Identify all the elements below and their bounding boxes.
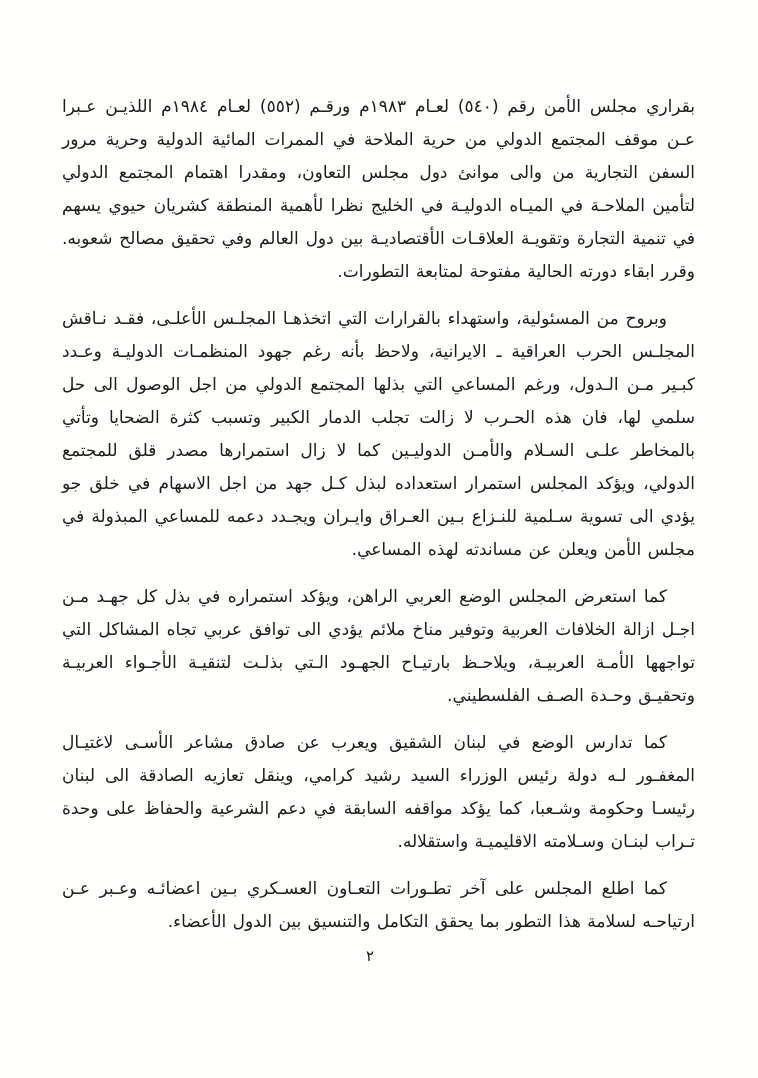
page-number: ٢ [365,947,375,965]
paragraph-lebanon: كما تدارس الوضع في لبنان الشقيق ويعرب عن صادق مشاعر الأسـى لاغتيـال المغفـور لـه دولة رئيس الوزراء السيد رشيد كرامي، وينقل تعازيه الصادقة الى لبنان رئيسـا وحكومة وشـعبا، كما يؤكد مواقفه السابقة في دعم الشرعية والحفاظ على وحدة تـراب لبنـان وسـلامته الاقليميـة واستقلاله. [62,733,695,852]
paragraph-arab-situation: كما استعرض المجلس الوضع العربي الراهن، ويؤكد استمراره في بذل كل جهـد مـن اجـل ازالة الخلافات العربية وتوفير مناخ ملائم يؤدي الى توافق عربي تجاه المشاكل التي تواجهها الأمـة العربيـة، ويلاحـظ بارتيـاح الجهـود الـتي بذلـت لتنقيـة الأجـواء العربيـة وتحقيـق وحـدة الصـف الفلسطيني. [62,587,695,706]
paragraph-iraq-iran-war: وبروح من المسئولية، واستهداء بالقرارات التي اتخذهـا المجلـس الأعلـى، فقـد نـاقش المجلـس الحرب العراقية ـ الايرانية، ولاحظ بأنه رغم جهود المنظمـات الدوليـة وعـدد كبـير مـن الـدول، ورغم المساعي التي بذلها المجتمع الدولي من اجل الوصول الى حل سلمي لها، فان هذه الحـرب لا زالت تجلب الدمار الكبير وتسبب كثرة الضحايا وتأتي بالمخاطر علـى السـلام والأمـن الدوليـين كما لا زال استمرارها مصدر قلق للمجتمع الدولي، ويؤكد المجلس استمرار استعداده لبذل كـل جهد من اجل الاسهام في خلق جو يؤدي الى تسوية سـلمية للنـزاع بـين العـراق وايـران ويجـدد دعمه للمساعي المبذولة في مجلس الأمن ويعلن عن مساندته لهذه المساعي. [62,309,695,560]
paragraph-military-cooperation: كما اطلع المجلس على آخر تطـورات التعـاون العسـكري بـين اعضائـه وعـبر عـن ارتياحـه لسلامة هذا التطور بما يحقق التكامل والتنسيق بين الدول الأعضاء. [62,879,695,932]
text-block [62,91,695,953]
paragraph-security-council-resolutions: بقراري مجلس الأمن رقم (٥٤٠) لعـام ١٩٨٣م ورقـم (٥٥٢) لعـام ١٩٨٤م اللذيـن عـبرا عـن موقف المجتمع الدولي من حرية الملاحة في الممرات المائية الدولية وحرية مرور السفن التجارية من والى موانئ دول مجلس التعاون، ومقدرا اهتمام المجتمع الدولي لتأمين الملاحـة في الميـاه الدوليـة في الخليج نظرا لأهمية المنطقة كشريان حيوي يسهم في تنمية التجارة وتقويـة العلاقـات الأقتصاديـة بين دول العالم وفي تحقيق مصالح شعوبه. وقرر ابقاء دورته الحالية مفتوحة لمتابعة التطورات. [62,97,696,282]
